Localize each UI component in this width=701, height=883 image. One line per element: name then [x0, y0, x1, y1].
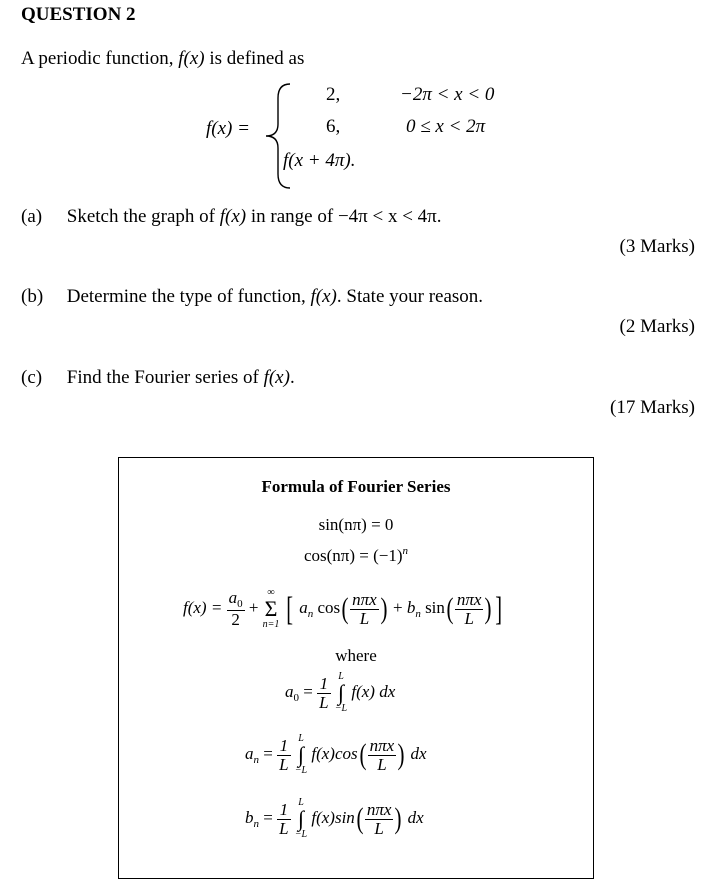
an-formula: $a_n$ = $\frac{1}{L}$ L ∫ −L f(x)cos( $\frac{\text{nπx}}{L}$ ) dx [245, 733, 427, 776]
piece-2-value: 6, [326, 116, 341, 137]
part-c-function: f(x) [263, 367, 290, 388]
part-a-marks: (3 Marks) [619, 236, 695, 257]
sum-lower: n=1 [262, 619, 280, 630]
part-b-tail: . State your reason. [336, 286, 484, 307]
fourier-series-formula: f(x) = $\frac{a_0}{2}$ + ∞ Σ n=1 [ $a_n$ cos( $\frac{\text{nπx}}{L}$ ) + $b_n$ sin( $\frac{\text{nπx}}{L}$ ) ] [183, 587, 503, 630]
series-bn: b [406, 597, 416, 617]
part-c-marks: (17 Marks) [610, 397, 695, 418]
identity-cos-exponent: n [402, 545, 409, 557]
bn-integral: L ∫ −L [294, 797, 308, 840]
identity-sin: sin(nπ) = 0 [318, 515, 394, 534]
intro-lead: A periodic function, [21, 48, 174, 69]
sin-argument: $\frac{\text{nπx}}{L}$ [456, 589, 482, 628]
series-a0: a [228, 587, 238, 607]
right-bracket: ] [495, 590, 503, 628]
series-an-sub: n [307, 607, 314, 620]
intro-function: f(x) [178, 48, 205, 69]
sigma-symbol: Σ [264, 596, 278, 621]
a0-over-2 [227, 589, 245, 629]
identity-cos [119, 545, 593, 566]
an-integral: L ∫ −L [294, 733, 308, 776]
sum-upper: ∞ [267, 587, 275, 598]
piece-3-value: f(x + 4π). [283, 150, 356, 171]
part-b [21, 286, 483, 308]
formula-box-title: Formula of Fourier Series [261, 477, 451, 496]
a0-integral: L ∫ −L [334, 671, 348, 714]
part-a [21, 206, 442, 228]
piece-2-condition: 0 ≤ x < 2π [406, 116, 486, 137]
part-c [21, 367, 295, 389]
part-a-function: f(x) [219, 206, 247, 227]
series-den-2: 2 [231, 610, 240, 630]
piece-1-value: 2, [326, 84, 341, 105]
bn-formula: $b_n$ = $\frac{1}{L}$ L ∫ −L f(x)sin( $\frac{\text{nπx}}{L}$ ) dx [245, 797, 424, 840]
series-a0-sub: 0 [237, 597, 243, 610]
series-lhs: f(x) = [183, 597, 223, 617]
part-c-label: (c) [21, 367, 43, 388]
part-b-text: Determine the type of function, [66, 286, 306, 307]
a0-formula: $a_0$ = $\frac{1}{L}$ L ∫ −L f(x) dx [285, 671, 396, 714]
part-b-label: (b) [21, 286, 44, 307]
intro-text [21, 48, 304, 70]
plus-sign: + [248, 597, 259, 617]
part-b-function: f(x) [310, 286, 337, 307]
series-cos: cos [317, 597, 341, 617]
left-bracket: [ [285, 590, 293, 628]
series-sin: sin [425, 597, 445, 617]
question-heading: QUESTION 2 [21, 4, 136, 25]
summation [263, 588, 280, 630]
piece-1-condition: −2π < x < 0 [400, 84, 495, 105]
part-a-text: Sketch the graph of [66, 206, 216, 227]
series-an: a [299, 597, 308, 617]
definition-brace [252, 82, 296, 190]
where-text: where [335, 646, 377, 665]
formula-box [118, 457, 594, 879]
series-bn-sub: n [415, 607, 421, 620]
intro-rest: is defined as [209, 48, 305, 69]
part-a-label: (a) [21, 206, 43, 227]
identity-cos-left: cos(nπ) = (−1) [303, 546, 403, 565]
part-c-tail: . [289, 367, 295, 388]
cos-argument: $\frac{\text{nπx}}{L}$ [352, 589, 377, 628]
part-c-text: Find the Fourier series of [66, 367, 259, 388]
part-a-tail: in range of −4π < x < 4π. [250, 206, 442, 227]
part-b-marks: (2 Marks) [619, 316, 695, 337]
definition-lhs: f(x) = [206, 118, 250, 139]
